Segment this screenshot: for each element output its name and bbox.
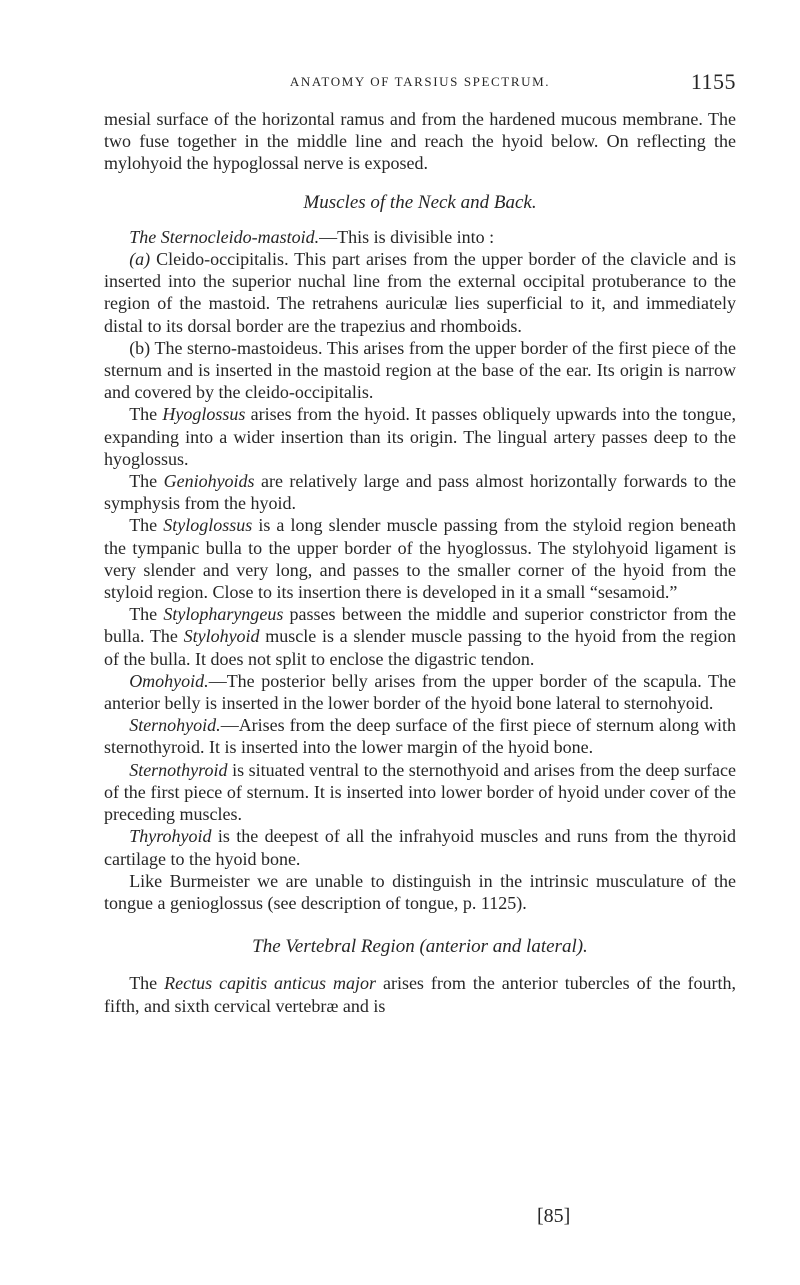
muscle-name: Geniohyoids bbox=[163, 471, 255, 492]
paragraph-styloglossus bbox=[104, 514, 736, 603]
muscle-name: Stylopharyngeus bbox=[163, 604, 284, 625]
paragraph-text: —The posterior belly arises from the upper border of the scapula. The anterior belly is inserted in the lower border of the hyoid bone lateral to sternohyoid. bbox=[104, 670, 736, 714]
paragraph-burmeister bbox=[104, 870, 736, 914]
heading-sub: (anterior and lateral). bbox=[419, 936, 588, 958]
paragraph-sternohyoid bbox=[104, 714, 736, 758]
paragraph-rectus-capitis bbox=[104, 972, 736, 1016]
paragraph-omohyoid bbox=[104, 670, 736, 714]
paragraph-mylohyoid bbox=[104, 108, 736, 175]
paragraph-text: arises from the anterior tubercles of the fourth, fifth, and sixth cervical vertebræ and is bbox=[104, 973, 737, 1016]
paragraph-text: The sterno-mastoideus. This arises from the upper border of the first piece of the sternum and is inserted in the mastoid region at the base of the ear. Its origin is narrow and covered by the cleido-occipitalis. bbox=[104, 337, 736, 403]
paragraph-text: is situated ventral to the sternothyoid and arises from the deep surface of the first piece of sternum. It is inserted into lower border of hyoid under cover of the preceding muscles. bbox=[104, 759, 736, 825]
paragraph-hyoglossus bbox=[104, 403, 736, 470]
paragraph-text: The bbox=[129, 404, 163, 425]
paragraph-text: arises from the hyoid. It passes obliquely upwards into the tongue, expanding into a wider insertion than its origin. The lingual artery passes deep to the hyoglossus. bbox=[104, 404, 737, 469]
paragraph-text: The bbox=[129, 471, 164, 492]
paragraph-text: The bbox=[129, 515, 164, 536]
paragraph-text: are relatively large and pass almost horizontally forwards to the symphysis from the hyoid. bbox=[104, 471, 737, 514]
heading-main: The Vertebral Region bbox=[252, 936, 420, 958]
item-label: (b) bbox=[129, 337, 151, 358]
muscle-name: Styloglossus bbox=[163, 515, 253, 536]
paragraph-text: Cleido-occipitalis. This part arises from the upper border of the clavicle and is inserted into the superior nuchal line from the external occipital protuberance to the region of the mastoid. The retrahens auriculæ lies superficial to it, and immediately distal to its dorsal border are the trapezius and rhomboids. bbox=[104, 249, 736, 336]
body-text bbox=[104, 108, 736, 1017]
muscle-name: Rectus capitis anticus major bbox=[164, 973, 376, 994]
muscle-name: Omohyoid. bbox=[129, 670, 209, 691]
muscle-name: Stylohyoid bbox=[183, 626, 260, 647]
muscle-name: Hyoglossus bbox=[162, 404, 246, 425]
paragraph-sternothyroid bbox=[104, 759, 736, 826]
paragraph-text: mesial surface of the horizontal ramus and from the hardened mucous membrane. The two fuse together in the middle line and reach the hyoid below. On reflecting the mylohyoid the hypoglossal nerve is exposed. bbox=[104, 109, 736, 174]
page bbox=[104, 69, 737, 1017]
paragraph-text: passes between the middle and superior constrictor from the bulla. The bbox=[104, 604, 737, 647]
paragraph-text: The bbox=[129, 973, 165, 994]
paragraph-text: Like Burmeister we are unable to distinguish in the intrinsic musculature of the tongue a genioglossus (see description of tongue, p. 1125). bbox=[104, 870, 736, 913]
item-label: (a) bbox=[129, 249, 151, 270]
muscle-name: Sternothyroid bbox=[129, 759, 228, 780]
running-title: ANATOMY OF TARSIUS SPECTRUM. bbox=[289, 74, 551, 89]
paragraph-text: is a long slender muscle passing from the styloid region beneath the tympanic bulla to the upper border of the hyoglossus. The stylohyoid ligament is very slender and very long, and passes to the smaller corner of the hyoid from the styloid region. Close to its insertion there is developed in it a small “sesamoid.” bbox=[104, 515, 736, 603]
paragraph-sternocleido-mastoid bbox=[104, 226, 736, 248]
paragraph-cleido-occipitalis bbox=[104, 248, 736, 337]
section-heading-neck-back: Muscles of the Neck and Back. bbox=[303, 191, 537, 213]
paragraph-text: —This is divisible into : bbox=[319, 226, 495, 247]
paragraph-text: —Arises from the deep surface of the first piece of sternum along with sternothyroid. It is inserted into the lower margin of the hyoid bone. bbox=[104, 715, 736, 758]
section-heading-vertebral bbox=[104, 936, 736, 958]
paragraph-text: muscle is a slender muscle passing to the hyoid from the region of the bulla. It does not split to enclose the digastric tendon. bbox=[104, 626, 736, 669]
paragraph-geniohyoids bbox=[104, 470, 736, 514]
page-number: 1155 bbox=[690, 69, 736, 94]
paragraph-sterno-mastoideus bbox=[104, 337, 736, 404]
paragraph-thyrohyoid bbox=[104, 825, 736, 869]
muscle-name: The Sternocleido-mastoid. bbox=[129, 226, 320, 247]
muscle-name: Thyrohyoid bbox=[129, 826, 212, 847]
signature-mark: [85] bbox=[537, 1205, 571, 1227]
muscle-name: Sternohyoid. bbox=[129, 715, 221, 736]
page-header bbox=[104, 69, 736, 108]
paragraph-text: The bbox=[129, 604, 164, 625]
paragraph-stylopharyngeus bbox=[104, 603, 736, 670]
paragraph-text: is the deepest of all the infrahyoid muscles and runs from the thyroid cartilage to the hyoid bone. bbox=[104, 826, 736, 869]
